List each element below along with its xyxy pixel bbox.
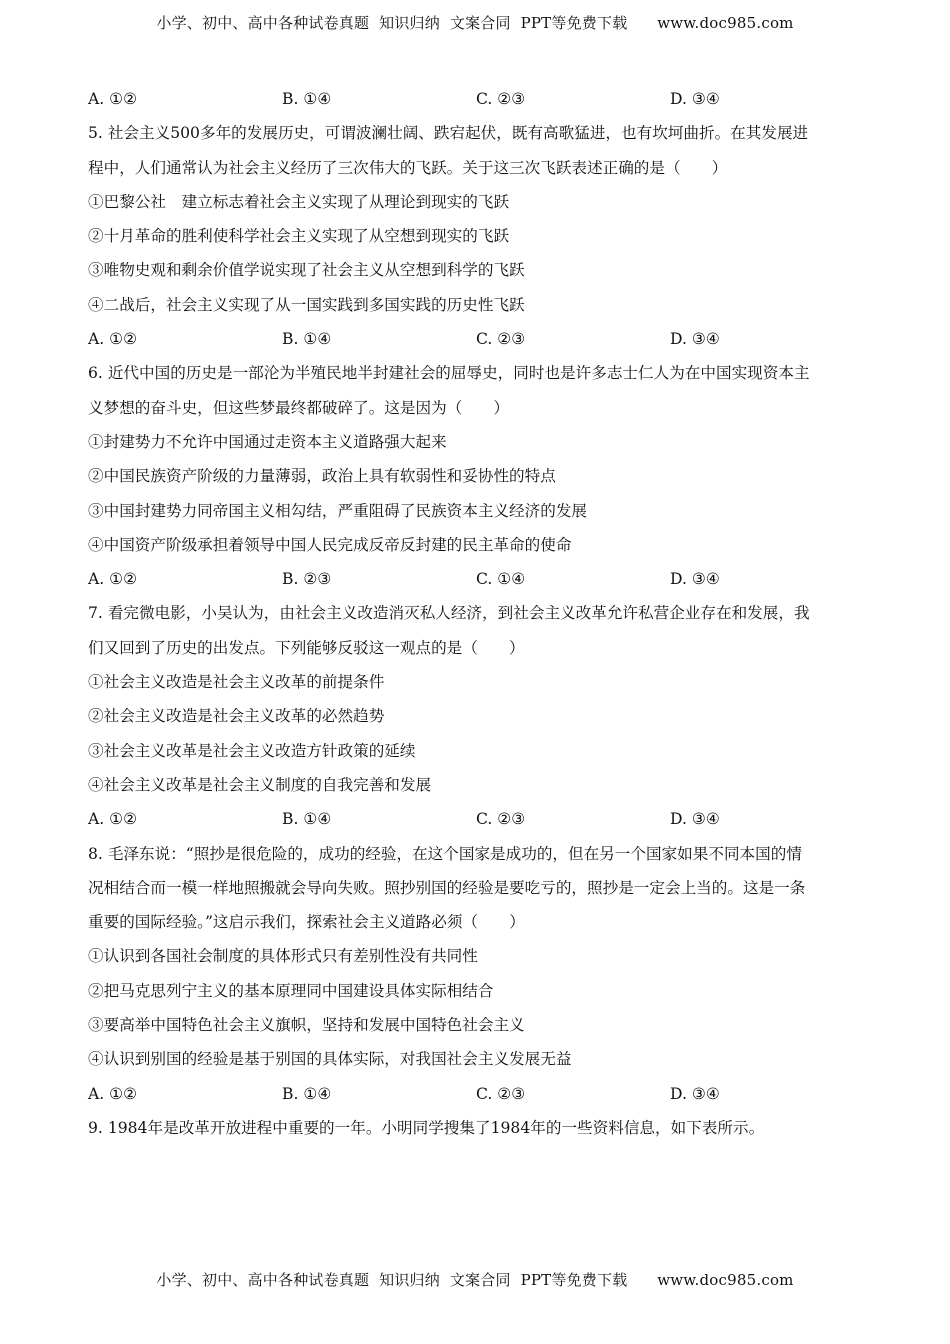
answer-options <box>88 1081 863 1115</box>
statement-item: ④中国资产阶级承担着领导中国人民完成反帝反封建的民主革命的使命 <box>88 535 572 554</box>
option-b: B. ①④ <box>282 330 332 349</box>
statement-item: ①社会主义改造是社会主义改革的前提条件 <box>88 673 385 692</box>
question-stem-line: 程中，人们通常认为社会主义经历了三次伟大的飞跃。关于这三次飞跃表述正确的是（ ） <box>88 158 728 177</box>
option-d: D. ③④ <box>670 1084 720 1103</box>
option-b: B. ①④ <box>282 90 332 108</box>
answer-options <box>88 806 863 840</box>
option-c: C. ②③ <box>476 810 526 829</box>
statement-item: ③唯物史观和剩余价值学说实现了社会主义从空想到科学的飞跃 <box>88 261 525 280</box>
question-6 <box>88 360 863 600</box>
statement-item: ③要高举中国特色社会主义旗帜，坚持和发展中国特色社会主义 <box>88 1016 525 1035</box>
option-a: A. ①② <box>88 1084 138 1103</box>
question-stem-line: 义梦想的奋斗史，但这些梦最终都破碎了。这是因为（ ） <box>88 398 510 417</box>
page-footer: 小学、初中、高中各种试卷真题 知识归纳 文案合同 PPT等免费下载 www.doc985.com <box>156 1271 794 1289</box>
option-d: D. ③④ <box>670 810 720 829</box>
question-stem-line: 9. 1984年是改革开放进程中重要的一年。小明同学搜集了1984年的一些资料信息，如下表所示。 <box>88 1118 765 1137</box>
question-5 <box>88 120 863 360</box>
question-stem-line: 8. 毛泽东说：“照抄是很危险的，成功的经验，在这个国家是成功的，但在另一个国家如果不同本国的情 <box>88 844 802 863</box>
option-d: D. ③④ <box>670 330 720 349</box>
option-d: D. ③④ <box>670 90 720 108</box>
statement-item: ④认识到别国的经验是基于别国的具体实际，对我国社会主义发展无益 <box>88 1050 572 1069</box>
option-c: C. ②③ <box>476 90 526 108</box>
option-c: C. ①④ <box>476 570 526 589</box>
statement-item: ③社会主义改革是社会主义改造方针政策的延续 <box>88 741 416 760</box>
question-7 <box>88 600 863 840</box>
statement-item: ④二战后，社会主义实现了从一国实践到多国实践的历史性飞跃 <box>88 295 525 314</box>
option-d: D. ③④ <box>670 570 720 589</box>
question-stem-line: 重要的国际经验。”这启示我们，探索社会主义道路必须（ ） <box>88 913 525 932</box>
statement-item: ③中国封建势力同帝国主义相勾结，严重阻碍了民族资本主义经济的发展 <box>88 501 588 520</box>
statement-item: ②十月革命的胜利使科学社会主义实现了从空想到现实的飞跃 <box>88 227 510 246</box>
statement-item: ②中国民族资产阶级的力量薄弱，政治上具有软弱性和妥协性的特点 <box>88 467 556 486</box>
question-stem-line: 况相结合而一模一样地照搬就会导向失败。照抄别国的经验是要吃亏的，照抄是一定会上当的。这是一条 <box>88 878 806 897</box>
statement-item: ②社会主义改造是社会主义改革的必然趋势 <box>88 707 385 726</box>
option-a: A. ①② <box>88 810 138 829</box>
question-8 <box>88 841 863 1115</box>
question-stem-line: 7. 看完微电影，小吴认为，由社会主义改造消灭私人经济，到社会主义改革允许私营企业存在和发展，我 <box>88 604 810 623</box>
page-header: 小学、初中、高中各种试卷真题 知识归纳 文案合同 PPT等免费下载 www.doc985.com <box>156 14 794 32</box>
answer-options <box>88 566 863 600</box>
statement-item: ②把马克思列宁主义的基本原理同中国建设具体实际相结合 <box>88 981 494 1000</box>
statement-item: ①认识到各国社会制度的具体形式只有差别性没有共同性 <box>88 947 478 966</box>
option-c: C. ②③ <box>476 1084 526 1103</box>
statement-item: ①巴黎公社 建立标志着社会主义实现了从理论到现实的飞跃 <box>88 192 510 211</box>
statement-item: ④社会主义改革是社会主义制度的自我完善和发展 <box>88 775 432 794</box>
option-b: B. ①④ <box>282 810 332 829</box>
option-a: A. ①② <box>88 90 138 108</box>
option-a: A. ①② <box>88 570 138 589</box>
option-b: B. ②③ <box>282 570 332 589</box>
question-stem-line: 们又回到了历史的出发点。下列能够反驳这一观点的是（ ） <box>88 638 525 657</box>
statement-item: ①封建势力不允许中国通过走资本主义道路强大起来 <box>88 432 447 451</box>
question-9 <box>88 1115 863 1149</box>
question-stem-line: 5. 社会主义500多年的发展历史，可谓波澜壮阔、跌宕起伏，既有高歌猛进，也有坎坷曲折。在其发展进 <box>88 124 809 143</box>
exam-content <box>88 86 863 1149</box>
option-c: C. ②③ <box>476 330 526 349</box>
prev-question-options <box>88 86 863 120</box>
option-a: A. ①② <box>88 330 138 349</box>
answer-options <box>88 326 863 360</box>
question-stem-line: 6. 近代中国的历史是一部沦为半殖民地半封建社会的屈辱史，同时也是许多志士仁人为在中国实现资本主 <box>88 364 810 383</box>
option-b: B. ①④ <box>282 1084 332 1103</box>
